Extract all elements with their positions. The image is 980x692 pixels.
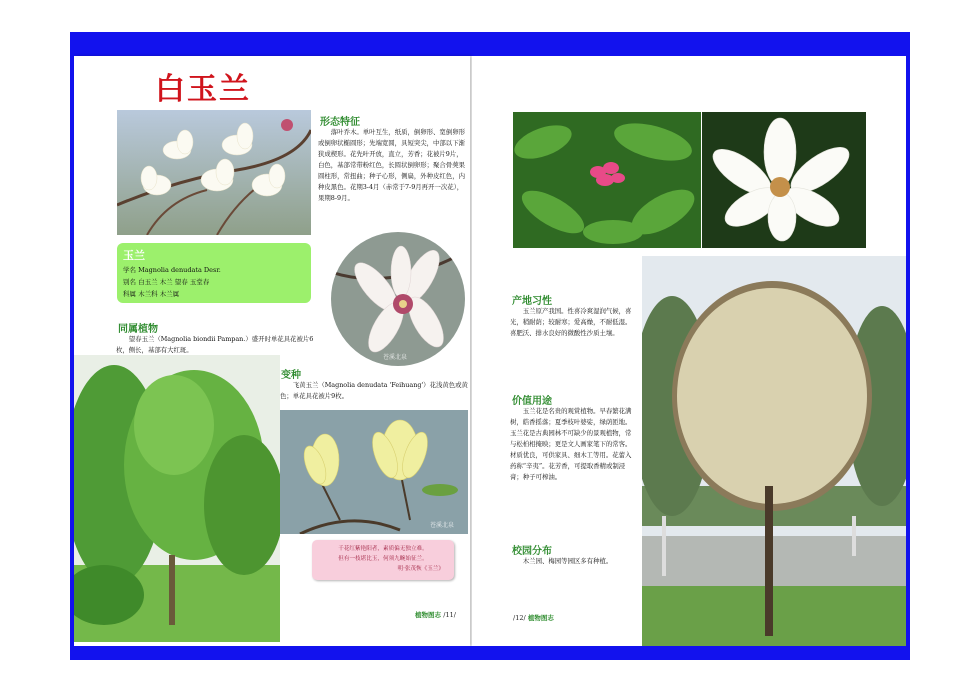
magnolia-closeup-circle-photo [331,232,465,366]
value-text: 玉兰花是名贵的观赏植物。早春繁花满树，皓香摇落；夏季枝叶婆娑，绿荫匝地。玉兰花是古典园林不可缺少的景观植物，常与松柏相掩映；更是文人画家笔下的常客。材质优良，可供家具、细木工等用。花蕾入药称“辛夷”。花芳香，可提取香精或制浸膏；种子可榨油。 [510,407,632,481]
footer-left-page: /11/ [443,611,456,619]
photo-watermark: 苍溪北泉 [383,354,408,361]
habitat-heading: 产地习性 [512,296,552,307]
poem-line-2: 但有一枝堪比玉，何须九畹始征兰。 [338,556,428,562]
frame-top-bar [70,32,910,56]
value-heading: 价值用途 [512,396,552,407]
footer-right [513,613,554,622]
distribution-text: 木兰园、梅园等园区多有种植。 [522,557,613,565]
infobox-scientific-name: 学名 Magnolia denudata Desr. [123,266,221,274]
magnolia-tree-photo-left [74,355,280,642]
white-magnolia-flower-photo [702,112,866,248]
poem-line-1: 千花红紫艳阳者，素质偏无独立难。 [338,546,428,552]
distribution-heading: 校园分布 [512,546,552,557]
infobox-alias: 别名 白玉兰 木兰 望春 玉堂春 [123,278,210,286]
footer-left-label: 植物图志 [415,611,441,619]
page-title: 白玉兰 [155,72,251,107]
infobox-family: 科属 木兰科 木兰属 [123,290,180,298]
photo-watermark-2: 苍溪北泉 [430,522,455,529]
variety-heading: 变种 [281,370,301,381]
frame-bottom-bar [70,646,910,660]
magnolia-leaves-bud-photo [513,112,701,248]
footer-left [415,610,456,619]
footer-right-page: /12/ [513,614,526,622]
infobox-title: 玉兰 [123,249,145,262]
habitat-text: 玉兰原产我国。性喜冷爽湿润气候，喜光，稍耐荫；较耐寒；爱高燥，不耐低湿。喜肥沃、排水良好的微酸性沙质土壤。 [510,307,632,337]
morphology-text: 落叶乔木。单叶互生，纸质，倒卵形、宽倒卵形或倒卵状椭圆形；先端宽圆，具短突尖，中部以下渐狭成楔形。花先叶开放，直立，芳香；花被片9片，白色，基部常带粉红色，长圆状倒卵形；聚合骨葖果圆柱形，常扭曲；种子心形，侧扁，外种皮红色，内种皮黑色。花期3-4月（赤常于7-9月再开一次花），果期8-9月。 [318,128,465,202]
frame-right-bar [906,56,910,646]
species-infobox [117,243,311,303]
relatives-heading: 同属植物 [118,324,158,335]
footer-right-label: 植物图志 [527,614,554,622]
morphology-heading: 形态特征 [320,117,360,128]
poem-box [312,540,454,580]
yellow-magnolia-photo [280,410,468,534]
poem-author: 明·张茂恢《玉兰》 [397,566,444,572]
magnolia-tree-photo-right [642,256,906,646]
relatives-text: 望春玉兰（Magnolia biondii Pampan.）盛开时单花具花被片6枚，侧长，基部有大红斑。 [116,335,314,354]
magnolia-branch-photo [117,110,311,235]
variety-text: 飞黄玉兰（Magnolia denudata 'Feihuang'）花浅黄色或黄色；单花具花被片9枚。 [280,381,468,400]
